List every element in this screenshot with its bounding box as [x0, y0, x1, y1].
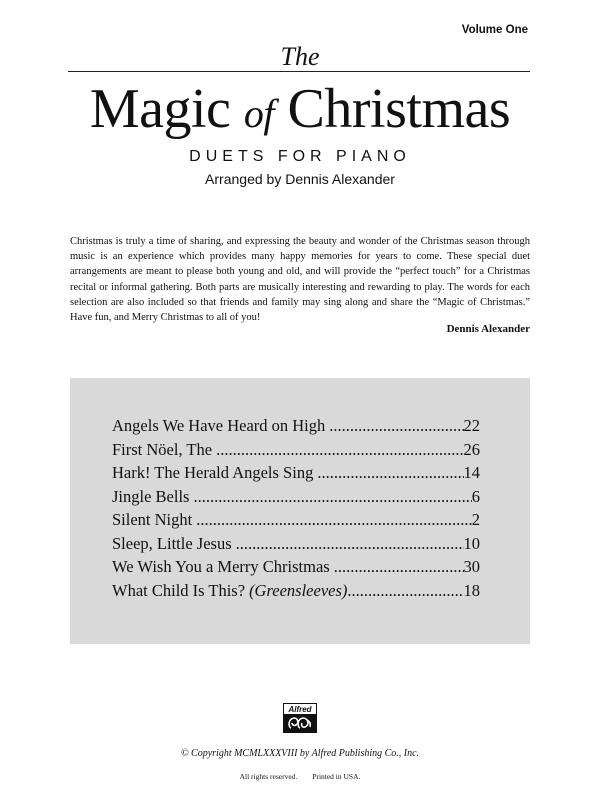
contents-entry: First Nöel, The ..... 26 [112, 438, 480, 462]
contents-list [112, 414, 480, 602]
svg-text:Alfred: Alfred [288, 705, 312, 714]
title-magic: Magic [89, 78, 231, 140]
contents-entry: Silent Night ..... 2 [112, 508, 480, 532]
page-title [0, 78, 600, 145]
copyright-line: © Copyright MCMLXXXVIII by Alfred Publishing Co., Inc. [180, 748, 420, 759]
contents-entry: We Wish You a Merry Christmas ..... 30 [112, 555, 480, 579]
title-the: The [0, 42, 600, 72]
rights-line: All rights reserved. Printed in USA. [239, 772, 361, 781]
contents-entry: Sleep, Little Jesus ..... 10 [112, 532, 480, 556]
intro-signature: Dennis Alexander [446, 323, 530, 335]
title-of: of [243, 91, 275, 136]
volume-label: Volume One [461, 24, 528, 36]
contents-entry: Angels We Have Heard on High ..... 22 [112, 414, 480, 438]
contents-box [70, 378, 530, 644]
title-christmas: Christmas [287, 78, 511, 140]
alfred-logo [283, 703, 317, 733]
contents-entry: What Child Is This? (Greensleeves) ..... 18 [112, 579, 480, 603]
subtitle: DUETS FOR PIANO [189, 148, 411, 165]
contents-entry: Jingle Bells ..... 6 [112, 485, 480, 509]
intro-paragraph: Christmas is truly a time of sharing, and expressing the beauty and wonder of the Christmas season through music is an experience which provides many happy memories for years to come. These special duet arrangements are meant to please both young and old, and will provide the “perfect touch” for a Christmas recital or informal gathering. Both parts are musically interesting and rewarding to play. The words for each selection are also included so that friends and family may sing along and share the “Magic of Christmas.” Have fun, and Merry Christmas to all of you! [70, 236, 530, 324]
contents-entry: Hark! The Herald Angels Sing ..... 14 [112, 461, 480, 485]
arranger-line: Arranged by Dennis Alexander [205, 171, 395, 187]
